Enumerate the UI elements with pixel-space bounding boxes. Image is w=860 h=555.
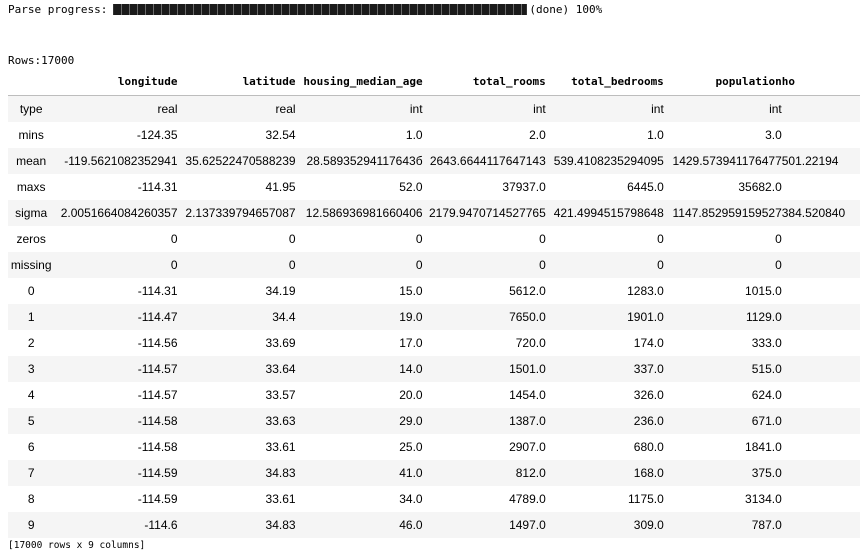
table-row [8,122,860,148]
row-index: maxs [16,180,46,194]
row-index: mins [18,128,44,142]
table-cell: 15.0 [399,284,423,298]
table-cell: -114.31 [137,284,178,298]
table-cell: 1841.0 [745,440,782,454]
table-row [8,330,860,356]
table-cell: 787.0 [751,518,782,532]
table-cell [782,356,860,382]
rows-count: Rows:17000 [8,54,75,67]
table-cell [782,434,860,460]
table-cell: 12.586936981660406 [305,206,423,220]
table-cell: -114.6 [144,518,178,532]
table-cell: 33.63 [265,414,296,428]
row-index: 6 [27,440,35,454]
column-header: housing_median_age [296,68,423,96]
row-index: 2 [27,336,35,350]
table-cell: 168.0 [633,466,664,480]
table-row [8,252,860,278]
table-cell: 1129.0 [745,310,782,324]
table-cell: 1175.0 [628,492,664,506]
table-cell: 515.0 [751,362,782,376]
dataframe-table [8,68,860,538]
table-cell [782,512,860,538]
table-cell: 0 [657,232,664,246]
table-cell: 1015.0 [745,284,782,298]
table-row [8,304,860,330]
table-cell: 2643.6644117647143 [429,154,546,168]
table-cell: 309.0 [633,518,664,532]
column-header: longitude [54,68,177,96]
table-cell: 1501.0 [509,362,546,376]
table-cell: 680.0 [633,440,664,454]
table-cell: 37937.0 [502,180,546,194]
row-index: 3 [27,362,35,376]
table-cell: 0 [657,258,664,272]
table-cell: 2179.9470714527765 [428,206,546,220]
table-cell [782,330,860,356]
table-cell: int [409,102,423,116]
table-cell: 29.0 [399,414,423,428]
row-index: 9 [27,518,35,532]
table-cell: 0 [539,258,546,272]
table-cell: -114.56 [137,336,178,350]
table-cell: 0 [288,232,296,246]
table-cell: 17.0 [399,336,423,350]
table-cell: 2.0051664084260357 [60,206,178,220]
table-cell: 2.137339794657087 [185,206,296,220]
index-header [8,68,54,96]
table-cell: 35.62522470588239 [185,154,296,168]
table-cell: 34.4 [272,310,296,324]
table-cell: 3.0 [765,128,782,142]
table-cell: 34.83 [265,466,296,480]
column-header: ho [782,68,860,96]
table-cell: -119.5621082352941 [64,154,178,168]
table-cell: -114.47 [137,310,178,324]
table-cell: 1.0 [405,128,423,142]
table-cell: 14.0 [399,362,423,376]
column-header: population [664,68,782,96]
table-cell: 812.0 [515,466,546,480]
row-index: 5 [27,414,35,428]
table-cell: 671.0 [751,414,782,428]
table-cell: 326.0 [633,388,664,402]
table-cell: 1901.0 [627,310,664,324]
table-cell: int [769,102,782,116]
progress-label: Parse progress: [8,2,108,16]
row-index: 1 [27,310,35,324]
table-cell: 1283.0 [627,284,664,298]
table-cell: -114.59 [137,492,178,506]
column-header: latitude [178,68,296,96]
row-index: missing [10,258,52,272]
table-row [8,278,860,304]
table-cell: 7650.0 [509,310,546,324]
table-cell: -114.57 [137,388,178,402]
table-cell: 0 [170,258,178,272]
table-cell: 33.69 [265,336,296,350]
table-cell [782,96,860,123]
table-cell [782,226,860,252]
table-cell: 236.0 [633,414,664,428]
table-cell: 421.4994515798648 [553,206,664,220]
table-cell [782,460,860,486]
table-row [8,408,860,434]
table-cell: real [275,102,296,116]
progress-bar [113,4,527,15]
table-cell: 1454.0 [509,388,546,402]
table-row [8,382,860,408]
row-index: 4 [27,388,35,402]
row-index: type [19,102,43,116]
table-cell: 33.61 [265,440,296,454]
table-cell: 1147.852959159527 [672,206,782,220]
table-cell: 0 [288,258,296,272]
table-cell [782,174,860,200]
column-header: total_rooms [423,68,546,96]
table-cell: -114.31 [137,180,178,194]
table-cell: 32.54 [265,128,296,142]
parse-progress [8,2,602,16]
table-cell [782,278,860,304]
table-cell: 624.0 [751,388,782,402]
table-row [8,512,860,538]
table-cell: 6445.0 [627,180,664,194]
table-cell: 34.19 [265,284,296,298]
dataframe-table-container[interactable] [8,68,860,538]
table-cell: int [533,102,546,116]
table-cell: 0 [775,258,782,272]
table-cell: 337.0 [633,362,664,376]
table-cell: 52.0 [399,180,423,194]
table-cell: 0 [415,232,423,246]
row-index: 8 [27,492,35,506]
table-cell: 0 [415,258,423,272]
table-cell: 3134.0 [745,492,782,506]
table-cell [782,382,860,408]
table-body [8,96,860,539]
table-row [8,148,860,174]
table-cell: 375.0 [751,466,782,480]
table-cell: 720.0 [515,336,546,350]
table-cell: 34.0 [399,492,423,506]
table-cell: 333.0 [751,336,782,350]
row-index: 7 [27,466,35,480]
table-cell: real [157,102,178,116]
table-cell: int [651,102,664,116]
table-cell: 41.95 [265,180,296,194]
table-cell [782,486,860,512]
table-cell: 34.83 [265,518,296,532]
table-cell: 539.4108235294095 [553,154,664,168]
table-cell: 1497.0 [509,518,546,532]
table-cell: 28.58935294117643б [306,154,423,168]
table-cell [782,252,860,278]
table-cell [782,122,860,148]
table-row [8,434,860,460]
table-cell: 501.22194 [781,154,839,168]
table-cell: 33.64 [265,362,296,376]
row-index: 0 [27,284,35,298]
table-cell: 20.0 [399,388,423,402]
progress-bar-fill [114,4,526,15]
table-cell: 384.520840 [781,206,846,220]
table-cell: 1429.573941176477 [672,154,782,168]
table-cell [782,304,860,330]
table-cell: 2.0 [529,128,546,142]
table-footer: [17000 rows x 9 columns] [8,540,146,551]
table-row [8,96,860,123]
table-cell: -114.58 [137,440,178,454]
table-row [8,356,860,382]
table-cell: 1387.0 [509,414,546,428]
table-cell: 0 [775,232,782,246]
table-row [8,174,860,200]
table-cell: -114.58 [137,414,178,428]
table-cell: 1.0 [647,128,664,142]
table-header-row [8,68,860,96]
table-cell: 41.0 [399,466,423,480]
table-cell: 0 [539,232,546,246]
table-cell: 4789.0 [509,492,546,506]
table-cell: -114.57 [137,362,178,376]
table-cell: 33.61 [265,492,296,506]
table-cell: 35682.0 [738,180,782,194]
table-cell: 25.0 [399,440,423,454]
row-index: mean [16,154,47,168]
table-cell: 0 [170,232,178,246]
column-header: total_bedrooms [546,68,664,96]
row-index: sigma [15,206,48,220]
table-cell: 19.0 [399,310,423,324]
table-cell: -124.35 [136,128,178,142]
table-cell: -114.59 [137,466,178,480]
table-row [8,460,860,486]
table-cell: 46.0 [399,518,423,532]
table-cell: 33.57 [265,388,296,402]
table-cell [782,408,860,434]
table-row [8,226,860,252]
table-cell: 2907.0 [509,440,546,454]
table-cell: 174.0 [633,336,664,350]
cols-count: Cols:9 [8,93,48,106]
table-row [8,200,860,226]
table-cell: 5612.0 [509,284,546,298]
table-row [8,486,860,512]
row-index: zeros [16,232,46,246]
progress-status: (done) 100% [529,2,603,16]
